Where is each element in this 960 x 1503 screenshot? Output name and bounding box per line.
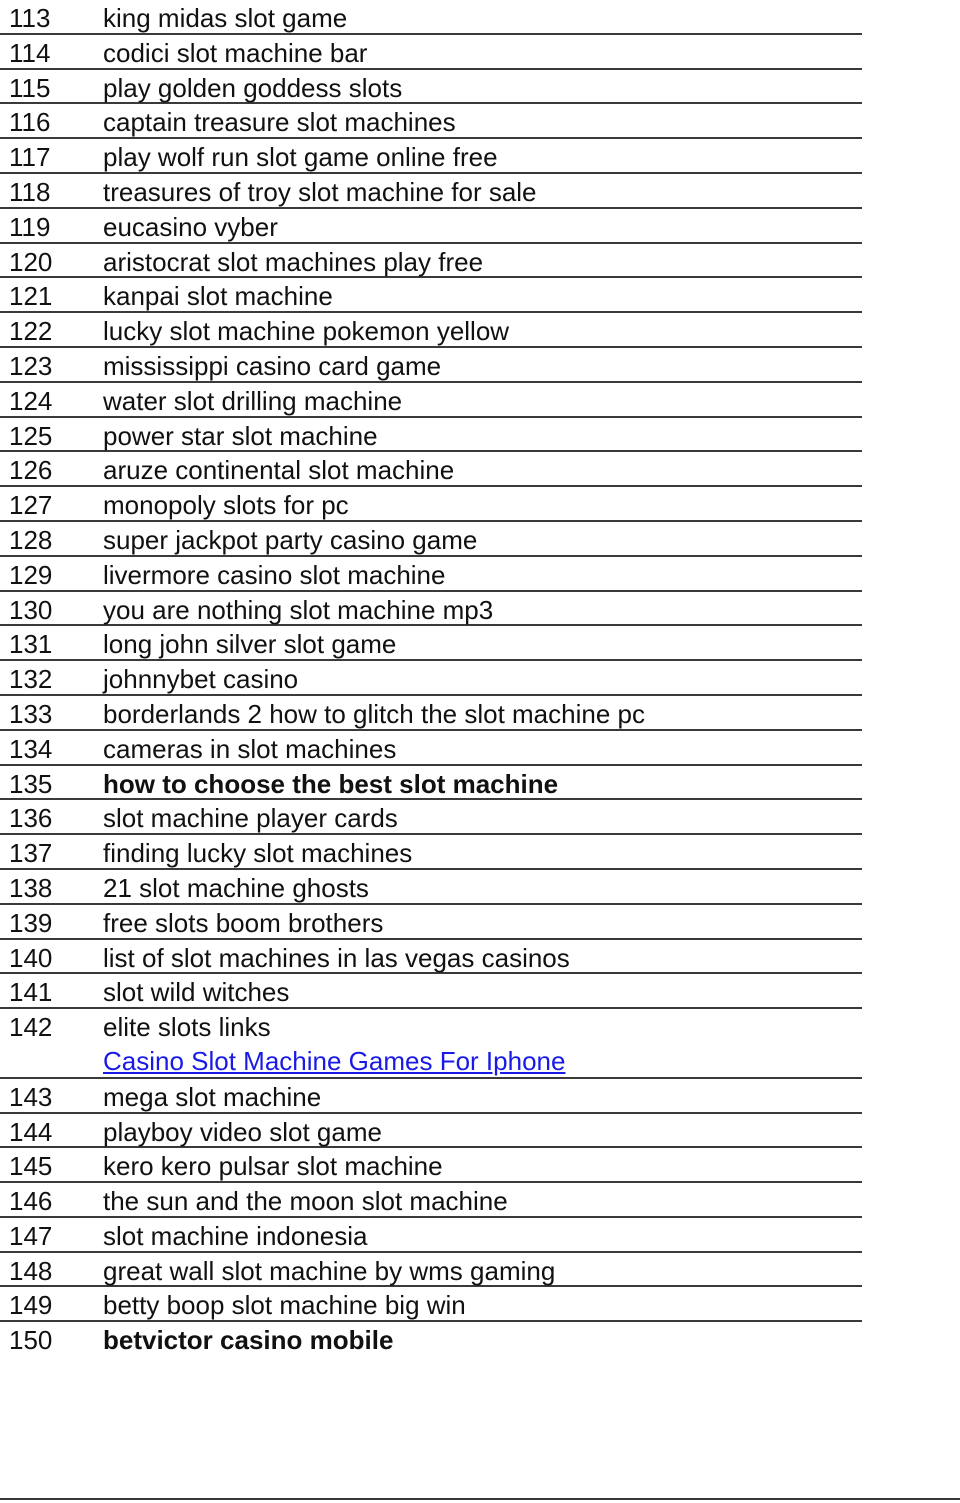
item-text: monopoly slots for pc	[103, 490, 349, 521]
item-text: you are nothing slot machine mp3	[103, 594, 494, 625]
item-text-column	[103, 418, 862, 453]
item-text: lucky slot machine pokemon yellow	[103, 316, 510, 347]
item-text-column	[103, 1218, 862, 1253]
list-item	[0, 522, 862, 557]
item-number: 141	[9, 977, 53, 1008]
item-text: long john silver slot game	[103, 629, 397, 660]
item-text: treasures of troy slot machine for sale	[103, 176, 537, 207]
item-number: 127	[9, 490, 53, 521]
item-number: 120	[9, 246, 53, 277]
item-text: eucasino vyber	[103, 211, 278, 242]
item-number: 139	[9, 907, 53, 938]
list-item	[0, 209, 862, 244]
list-item	[0, 1218, 862, 1253]
item-text: free slots boom brothers	[103, 907, 384, 938]
item-text: livermore casino slot machine	[103, 559, 446, 590]
item-number: 145	[9, 1151, 53, 1182]
item-number: 124	[9, 385, 53, 416]
item-number: 138	[9, 872, 53, 903]
item-number: 149	[9, 1290, 53, 1321]
list-item	[0, 70, 862, 105]
item-text-column	[103, 70, 862, 105]
item-text-column	[103, 557, 862, 592]
list-item	[0, 35, 862, 70]
list-item	[0, 974, 862, 1009]
item-text: codici slot machine bar	[103, 37, 368, 68]
item-text: borderlands 2 how to glitch the slot machine pc	[103, 698, 645, 729]
item-number: 132	[9, 664, 53, 695]
list-item	[0, 1009, 862, 1079]
item-number: 135	[9, 768, 53, 799]
item-text: captain treasure slot machines	[103, 107, 456, 138]
item-number: 119	[9, 211, 51, 242]
item-text-column	[103, 1114, 862, 1149]
item-text-column	[103, 383, 862, 418]
item-number: 128	[9, 524, 53, 555]
item-text: super jackpot party casino game	[103, 524, 478, 555]
item-text: the sun and the moon slot machine	[103, 1186, 508, 1217]
item-number: 133	[9, 698, 53, 729]
item-number: 113	[9, 3, 51, 33]
item-text-column	[103, 905, 862, 940]
item-number: 121	[9, 281, 53, 312]
item-number: 126	[9, 455, 53, 486]
item-text: list of slot machines in las vegas casinos	[103, 942, 570, 973]
item-number: 137	[9, 838, 53, 869]
item-number: 142	[9, 1012, 53, 1043]
item-number: 143	[9, 1081, 53, 1112]
item-text: slot machine indonesia	[103, 1220, 368, 1251]
item-text: cameras in slot machines	[103, 733, 397, 764]
item-number: 118	[9, 176, 51, 207]
list-item	[0, 696, 862, 731]
item-text: water slot drilling machine	[103, 385, 403, 416]
item-text: kero kero pulsar slot machine	[103, 1151, 443, 1182]
item-number: 147	[9, 1220, 53, 1251]
item-text: slot machine player cards	[103, 803, 398, 834]
item-text-column	[103, 139, 862, 174]
item-text-column	[103, 278, 862, 313]
item-text-column	[103, 661, 862, 696]
list-item	[0, 835, 862, 870]
list-item	[0, 731, 862, 766]
item-text-column	[103, 104, 862, 139]
item-text-column	[103, 209, 862, 244]
item-text-column	[103, 1148, 862, 1183]
item-text: 21 slot machine ghosts	[103, 872, 369, 903]
item-number: 116	[9, 107, 51, 138]
list-item	[0, 278, 862, 313]
item-text-column	[103, 1287, 862, 1322]
item-number: 150	[9, 1325, 53, 1356]
item-number: 136	[9, 803, 53, 834]
list-item	[0, 313, 862, 348]
list-item	[0, 139, 862, 174]
item-text: mississippi casino card game	[103, 350, 442, 381]
item-text: playboy video slot game	[103, 1116, 382, 1147]
list-item	[0, 487, 862, 522]
item-text: kanpai slot machine	[103, 281, 333, 312]
item-text-column	[103, 1009, 862, 1078]
item-text-column	[103, 35, 862, 70]
item-text-column	[103, 313, 862, 348]
list-item	[0, 766, 862, 801]
item-number: 115	[9, 72, 51, 103]
list-item	[0, 1253, 862, 1288]
list-item	[0, 940, 862, 975]
item-text: finding lucky slot machines	[103, 838, 413, 869]
item-text: aruze continental slot machine	[103, 455, 455, 486]
item-number: 148	[9, 1255, 53, 1286]
list-item	[0, 348, 862, 383]
item-text-column	[103, 0, 862, 35]
item-text-column	[103, 244, 862, 279]
item-text-column	[103, 174, 862, 209]
item-text: king midas slot game	[103, 3, 348, 33]
item-text-column	[103, 800, 862, 835]
item-text-column	[103, 592, 862, 627]
item-text: how to choose the best slot machine	[103, 768, 559, 799]
item-text: play golden goddess slots	[103, 72, 403, 103]
item-number: 131	[9, 629, 53, 660]
item-text-column	[103, 452, 862, 487]
item-number: 140	[9, 942, 53, 973]
item-text-column	[103, 348, 862, 383]
item-text-column	[103, 835, 862, 870]
item-number: 146	[9, 1186, 53, 1217]
item-text: betty boop slot machine big win	[103, 1290, 466, 1321]
item-text-column	[103, 1253, 862, 1288]
item-text-column	[103, 1322, 862, 1357]
item-text-column	[103, 1183, 862, 1218]
list-item	[0, 905, 862, 940]
item-number: 144	[9, 1116, 53, 1147]
list-item	[0, 383, 862, 418]
list-item	[0, 661, 862, 696]
item-number: 117	[9, 142, 51, 173]
item-number: 123	[9, 350, 53, 381]
list-item	[0, 592, 862, 627]
item-text: mega slot machine	[103, 1081, 322, 1112]
list-item	[0, 104, 862, 139]
item-text-column	[103, 731, 862, 766]
item-text: johnnybet casino	[103, 664, 299, 695]
list-item	[0, 1148, 862, 1183]
list-item	[0, 174, 862, 209]
list-item	[0, 244, 862, 279]
item-text-column	[103, 1079, 862, 1114]
item-text-column	[103, 626, 862, 661]
list-item	[0, 1183, 862, 1218]
list-item	[0, 1287, 862, 1322]
list-item	[0, 1114, 862, 1149]
item-text: aristocrat slot machines play free	[103, 246, 484, 277]
item-number: 114	[9, 37, 51, 68]
item-text-column	[103, 522, 862, 557]
item-link[interactable]: Casino Slot Machine Games For Iphone	[103, 1046, 566, 1077]
item-text: elite slots links	[103, 1012, 271, 1043]
item-text-column	[103, 766, 862, 801]
item-number: 134	[9, 733, 53, 764]
list-item	[0, 452, 862, 487]
item-number: 125	[9, 420, 53, 451]
item-number: 130	[9, 594, 53, 625]
item-text-column	[103, 696, 862, 731]
list-item	[0, 626, 862, 661]
item-text-column	[103, 870, 862, 905]
item-number: 122	[9, 316, 53, 347]
list-item	[0, 418, 862, 453]
item-text: slot wild witches	[103, 977, 290, 1008]
page-bottom-rule	[0, 1498, 960, 1500]
item-text-column	[103, 487, 862, 522]
item-text: great wall slot machine by wms gaming	[103, 1255, 556, 1286]
list-item	[0, 557, 862, 592]
list-item	[0, 800, 862, 835]
item-text: play wolf run slot game online free	[103, 142, 498, 173]
item-text-column	[103, 974, 862, 1009]
list-item	[0, 0, 862, 35]
list-item	[0, 1322, 862, 1357]
list-item	[0, 870, 862, 905]
item-text: power star slot machine	[103, 420, 378, 451]
list-item	[0, 1079, 862, 1114]
item-text-column	[103, 940, 862, 975]
item-text: betvictor casino mobile	[103, 1325, 394, 1356]
item-number: 129	[9, 559, 53, 590]
